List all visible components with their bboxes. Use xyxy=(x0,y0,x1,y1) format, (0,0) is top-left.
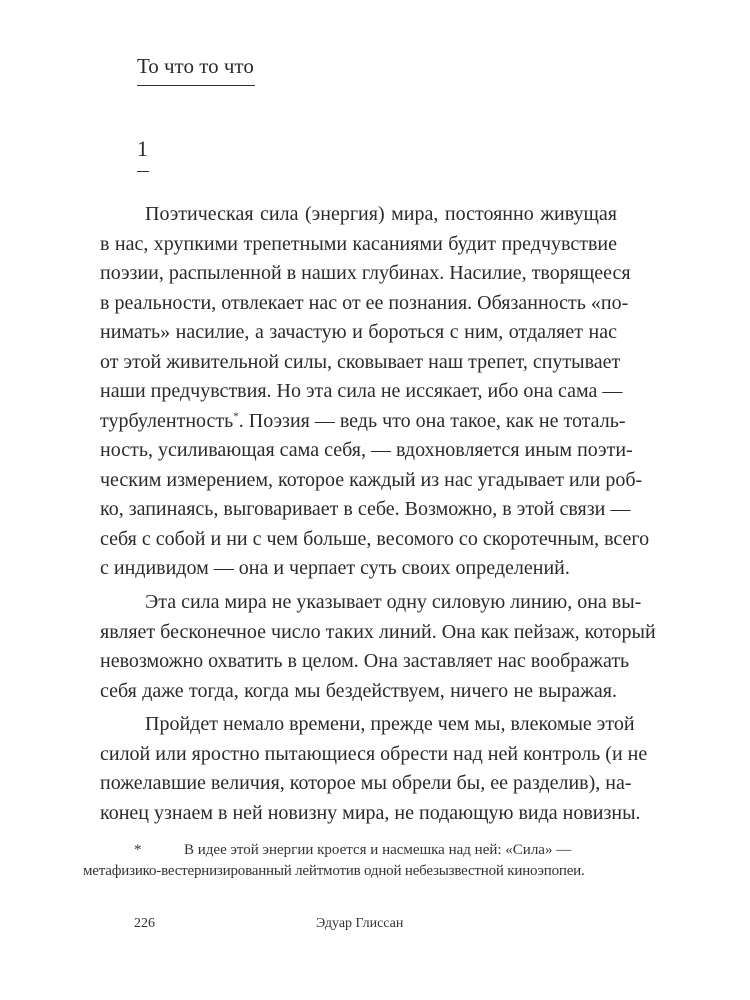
footnote-marker: * xyxy=(134,842,142,858)
text-line: ность, усиливающая сама себя, — вдохновляется иным поэти- xyxy=(100,439,633,461)
footnote-reference[interactable]: * xyxy=(233,410,239,423)
section-number-underline xyxy=(137,171,149,172)
text-line: поэзии, распыленной в наших глубинах. Насилие, творящееся xyxy=(100,262,631,284)
text-line: являет бесконечное число таких линий. Она как пейзаж, который xyxy=(100,621,656,643)
text-line: Поэтическая сила (энергия) мира, постоянно живущая xyxy=(145,203,617,225)
section-title: То что то что xyxy=(137,54,254,78)
running-footer-author: Эдуар Глиссан xyxy=(316,916,404,931)
text-span: . Поэзия — ведь что она такое, как не тоталь- xyxy=(238,410,626,432)
text-line: себя даже тогда, когда мы бездействуем, ничего не выражая. xyxy=(100,680,617,702)
text-line: в нас, хрупкими трепетными касаниями будит предчувствие xyxy=(100,233,617,255)
section-number: 1 xyxy=(137,136,148,161)
text-line: силой или яростно пытающиеся обрести над ней контроль (и не xyxy=(100,743,648,765)
page-number: 226 xyxy=(134,916,155,931)
text-line: конец узнаем в ней новизну мира, не подающую вида новизны. xyxy=(100,802,641,824)
text-line: ко, запинаясь, выговаривает в себе. Возможно, в этой связи — xyxy=(100,498,631,520)
text-line: наши предчувствия. Но эта сила не иссякает, ибо она сама — xyxy=(100,380,623,402)
text-line xyxy=(100,408,626,434)
text-line: невозможно охватить в целом. Она заставляет нас воображать xyxy=(100,650,630,672)
text-line: себя с собой и ни с чем больше, весомого со скоротечным, всего xyxy=(100,528,650,550)
text-line: ческим измерением, которое каждый из нас угадывает или роб- xyxy=(100,469,643,491)
text-line: нимать» насилие, а зачастую и бороться с ним, отдаляет нас xyxy=(100,321,617,343)
text-span: турбулентность xyxy=(100,410,234,432)
text-line: Эта сила мира не указывает одну силовую линию, она вы- xyxy=(145,591,642,613)
text-line: Пройдет немало времени, прежде чем мы, влекомые этой xyxy=(145,713,635,735)
text-line: с индивидом — она и черпает суть своих определений. xyxy=(100,557,570,579)
text-line: в реальности, отвлекает нас от ее познания. Обязанность «по- xyxy=(100,292,629,314)
title-underline xyxy=(137,85,255,86)
text-line: от этой живительной силы, сковывает наш трепет, спутывает xyxy=(100,351,621,373)
footnote-line: метафизико-вестернизированный лейтмотив одной небезызвестной киноэпопеи. xyxy=(83,863,585,879)
text-line: пожелавшие величия, которое мы обрели бы, ее разделив), на- xyxy=(100,772,632,794)
footnote-line: В идее этой энергии кроется и насмешка над ней: «Сила» — xyxy=(184,842,572,858)
